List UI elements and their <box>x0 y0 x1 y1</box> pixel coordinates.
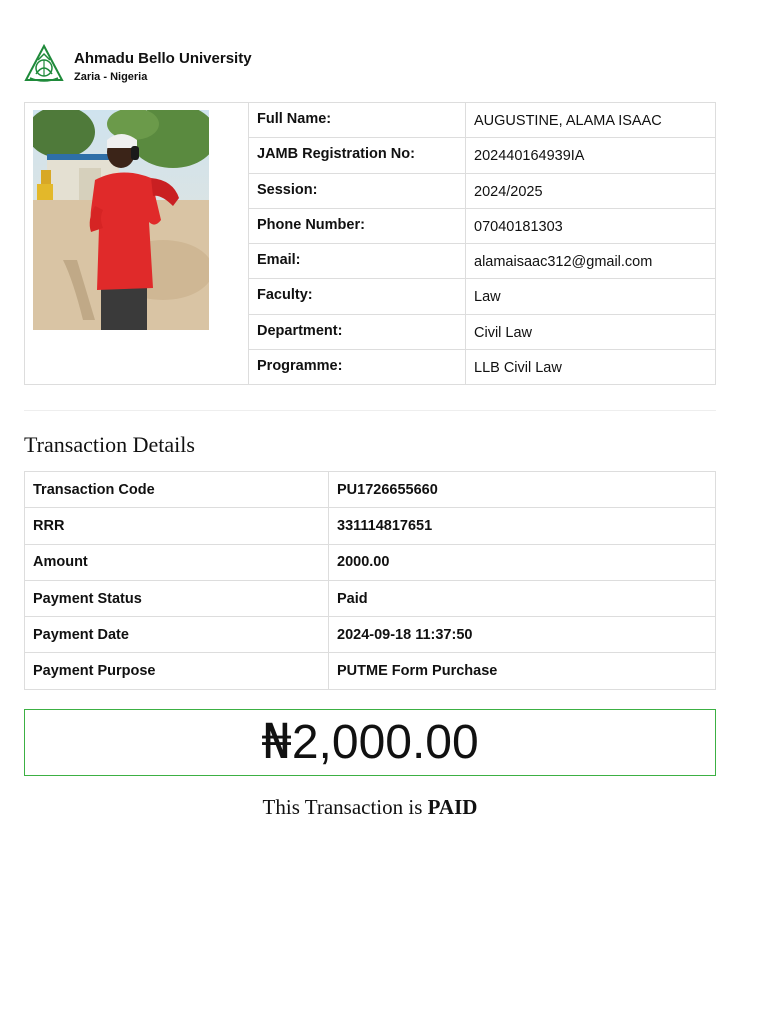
status-word: PAID <box>427 795 478 819</box>
phone-value: 07040181303 <box>466 208 716 243</box>
jamb-reg-label: JAMB Registration No: <box>249 138 466 173</box>
photo-cell <box>25 103 249 385</box>
university-location: Zaria - Nigeria <box>74 71 148 83</box>
session-value: 2024/2025 <box>466 173 716 208</box>
table-row <box>25 580 716 616</box>
department-value: Civil Law <box>466 314 716 349</box>
payment-purpose-label: Payment Purpose <box>25 653 329 689</box>
programme-label: Programme: <box>249 350 466 385</box>
table-row <box>25 544 716 580</box>
transaction-details-title: Transaction Details <box>24 432 195 457</box>
transaction-code-label: Transaction Code <box>25 472 329 508</box>
table-row <box>25 103 716 138</box>
transaction-table <box>24 471 716 690</box>
session-label: Session: <box>249 173 466 208</box>
amount-display: 2,000.00 <box>291 716 479 769</box>
payment-status-label: Payment Status <box>25 580 329 616</box>
amount-label: Amount <box>25 544 329 580</box>
amount-value: 2000.00 <box>329 544 716 580</box>
student-photo <box>33 110 209 330</box>
status-prefix: This Transaction is <box>262 795 423 819</box>
jamb-reg-value: 202440164939IA <box>466 138 716 173</box>
table-row <box>25 472 716 508</box>
amount-paid-box <box>24 709 716 776</box>
table-row <box>25 508 716 544</box>
payment-status-value: Paid <box>329 580 716 616</box>
rrr-label: RRR <box>25 508 329 544</box>
receipt-header <box>24 44 252 84</box>
full-name-label: Full Name: <box>249 103 466 138</box>
section-divider <box>24 410 716 411</box>
faculty-value: Law <box>466 279 716 314</box>
full-name-value: AUGUSTINE, ALAMA ISAAC <box>466 103 716 138</box>
abu-crest-icon <box>24 44 64 84</box>
email-label: Email: <box>249 244 466 279</box>
payment-status-line <box>24 795 716 820</box>
transaction-code-value: PU1726655660 <box>329 472 716 508</box>
faculty-label: Faculty: <box>249 279 466 314</box>
payment-purpose-value: PUTME Form Purchase <box>329 653 716 689</box>
payment-date-value: 2024-09-18 11:37:50 <box>329 617 716 653</box>
rrr-value: 331114817651 <box>329 508 716 544</box>
department-label: Department: <box>249 314 466 349</box>
phone-label: Phone Number: <box>249 208 466 243</box>
email-value: alamaisaac312@gmail.com <box>466 244 716 279</box>
payment-date-label: Payment Date <box>25 617 329 653</box>
programme-value: LLB Civil Law <box>466 350 716 385</box>
university-name: Ahmadu Bello University <box>74 50 252 67</box>
table-row <box>25 653 716 689</box>
currency-symbol: ₦ <box>261 714 292 770</box>
table-row <box>25 617 716 653</box>
student-info-table <box>24 102 716 385</box>
